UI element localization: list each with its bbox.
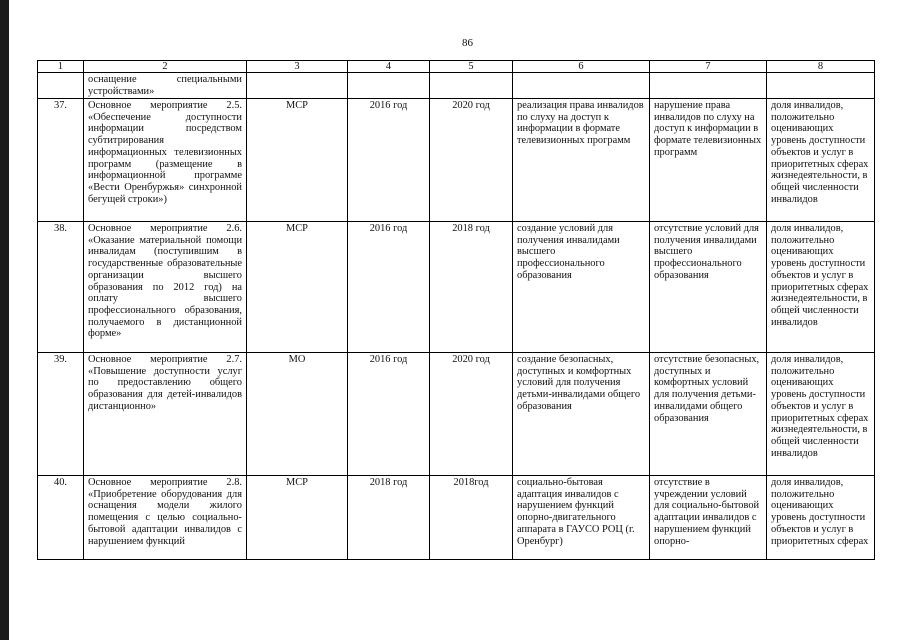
indicator-cell	[767, 73, 875, 99]
column-header: 5	[430, 61, 513, 73]
end-cell: 2020 год	[430, 99, 513, 222]
column-header: 4	[348, 61, 430, 73]
start-cell: 2016 год	[348, 222, 430, 353]
executor-cell	[247, 73, 348, 99]
event-cell: Основное мероприятие 2.6. «Оказание материальной помощи инвалидам (поступившим в государственные образовательные организации высшего образования по 2012 год) на оплату высшего профессионального образования, получаемого в дистанционной форме»	[84, 222, 247, 353]
result-cell: реализация права инвалидов по слуху на доступ к информации в формате телевизионных программ	[513, 99, 650, 222]
column-header: 3	[247, 61, 348, 73]
indicator-cell: доля инвалидов, положительно оценивающих уровень доступности объектов и услуг в приоритетных сферах жизнедеятельности, в общей численности инвалидов	[767, 353, 875, 476]
consequence-cell: отсутствие безопасных, доступных и комфортных условий для получения детьми-инвалидами общего образования	[650, 353, 767, 476]
table-row	[38, 353, 875, 476]
row-number-cell: 39.	[38, 353, 84, 476]
consequence-cell: нарушение права инвалидов по слуху на доступ к информации в формате телевизионных программ	[650, 99, 767, 222]
end-cell: 2020 год	[430, 353, 513, 476]
row-number-cell: 40.	[38, 476, 84, 560]
consequence-cell: отсутствие условий для получения инвалидами высшего профессионального образования	[650, 222, 767, 353]
start-cell: 2016 год	[348, 99, 430, 222]
consequence-cell: отсутствие в учреждении условий для социально-бытовой адаптации инвалидов с нарушением функций опорно-	[650, 476, 767, 560]
indicator-cell: доля инвалидов, положительно оценивающих уровень доступности объектов и услуг в приоритетных сферах	[767, 476, 875, 560]
program-events-table	[37, 60, 875, 560]
table-row-continued	[38, 73, 875, 99]
result-cell: создание безопасных, доступных и комфортных условий для получения детьми-инвалидами общего образования	[513, 353, 650, 476]
table-row	[38, 99, 875, 222]
indicator-cell: доля инвалидов, положительно оценивающих уровень доступности объектов и услуг в приоритетных сферах жизнедеятельности, в общей численности инвалидов	[767, 99, 875, 222]
table-row	[38, 476, 875, 560]
column-header: 2	[84, 61, 247, 73]
event-cell: оснащение специальными устройствами»	[84, 73, 247, 99]
result-cell: создание условий для получения инвалидами высшего профессионального образования	[513, 222, 650, 353]
column-header: 6	[513, 61, 650, 73]
event-cell: Основное мероприятие 2.5. «Обеспечение доступности информации посредством субтитрирования информационных телевизионных программ (размещение в информационной программе «Вести Оренбуржья» синхронной бегущей строки»)	[84, 99, 247, 222]
end-cell	[430, 73, 513, 99]
executor-cell: МСР	[247, 99, 348, 222]
executor-cell: МО	[247, 353, 348, 476]
end-cell: 2018 год	[430, 222, 513, 353]
consequence-cell	[650, 73, 767, 99]
executor-cell: МСР	[247, 476, 348, 560]
table-header-row	[38, 61, 875, 73]
result-cell: социально-бытовая адаптация инвалидов с нарушением функций опорно-двигательного аппарата в ГАУСО РОЦ (г. Оренбург)	[513, 476, 650, 560]
row-number-cell	[38, 73, 84, 99]
start-cell	[348, 73, 430, 99]
result-cell	[513, 73, 650, 99]
row-number-cell: 38.	[38, 222, 84, 353]
row-number-cell: 37.	[38, 99, 84, 222]
column-header: 8	[767, 61, 875, 73]
start-cell: 2016 год	[348, 353, 430, 476]
indicator-cell: доля инвалидов, положительно оценивающих уровень доступности объектов и услуг в приоритетных сферах жизнедеятельности, в общей численности инвалидов	[767, 222, 875, 353]
executor-cell: МСР	[247, 222, 348, 353]
event-cell: Основное мероприятие 2.8. «Приобретение оборудования для оснащения модели жилого помещения с целью социально-бытовой адаптации инвалидов с нарушением функций	[84, 476, 247, 560]
end-cell: 2018год	[430, 476, 513, 560]
column-header: 7	[650, 61, 767, 73]
scan-edge	[0, 0, 9, 640]
start-cell: 2018 год	[348, 476, 430, 560]
page-number: 86	[462, 37, 473, 49]
event-cell: Основное мероприятие 2.7. «Повышение доступности услуг по предоставлению общего образования для детей-инвалидов дистанционно»	[84, 353, 247, 476]
table-row	[38, 222, 875, 353]
column-header: 1	[38, 61, 84, 73]
